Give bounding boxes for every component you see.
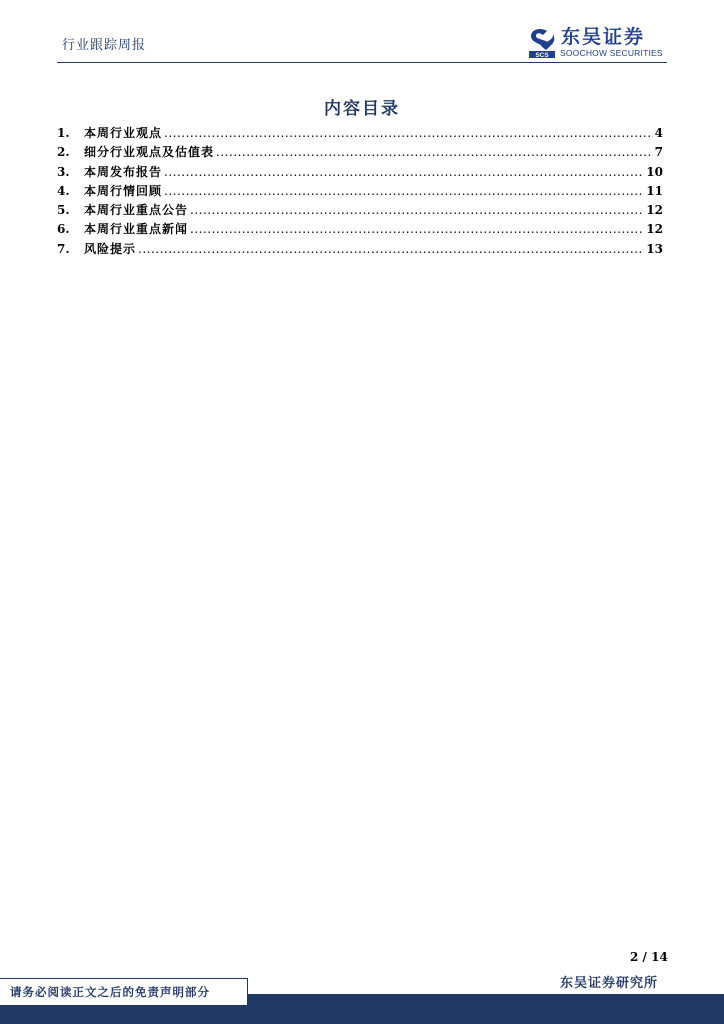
soochow-securities-logo <box>527 26 672 60</box>
toc-dot-leader <box>164 165 644 179</box>
table-of-contents <box>57 124 667 259</box>
toc-entry[interactable] <box>57 201 667 220</box>
toc-entry[interactable] <box>57 143 667 162</box>
toc-entry-number: 7. <box>57 241 70 256</box>
toc-dot-leader <box>216 145 653 159</box>
toc-entry[interactable] <box>57 163 667 182</box>
toc-entry-page: 12 <box>646 222 663 237</box>
toc-entry-number: 4. <box>57 183 70 198</box>
toc-entry-title: 本周行情回顾 <box>84 183 163 198</box>
toc-entry-title: 本周行业重点公告 <box>84 203 189 218</box>
toc-entry[interactable] <box>57 240 667 259</box>
toc-entry-page: 13 <box>646 241 663 256</box>
toc-entry-title: 细分行业观点及估值表 <box>84 145 215 160</box>
toc-entry[interactable] <box>57 182 667 201</box>
toc-dot-leader <box>190 203 644 217</box>
scs-logo-mark-icon <box>527 26 557 58</box>
toc-entry-page: 11 <box>646 183 663 198</box>
disclaimer-text: 请务必阅读正文之后的免责声明部分 <box>10 985 210 999</box>
toc-entry-title: 本周发布报告 <box>84 164 163 179</box>
disclaimer-tab <box>0 978 248 1005</box>
toc-entry-number: 5. <box>57 203 70 218</box>
toc-entry-page: 7 <box>654 145 663 160</box>
toc-entry-number: 1. <box>57 126 70 140</box>
toc-entry-number: 6. <box>57 222 70 237</box>
toc-dot-leader <box>164 184 644 198</box>
toc-entry[interactable] <box>57 220 667 239</box>
header-divider <box>57 62 667 63</box>
toc-entry-title: 本周行业重点新闻 <box>84 222 189 237</box>
toc-entry-title: 本周行业观点 <box>84 126 163 140</box>
logo-name-en: SOOCHOW SECURITIES <box>560 48 663 58</box>
toc-dot-leader <box>138 242 644 256</box>
toc-dot-leader <box>164 126 653 140</box>
report-type-label: 行业跟踪周报 <box>62 38 147 53</box>
toc-entry-title: 风险提示 <box>84 241 137 256</box>
toc-title: 内容目录 <box>324 99 400 119</box>
logo-mark-text: SCS <box>535 52 549 58</box>
toc-entry[interactable] <box>57 124 667 143</box>
toc-entry-number: 2. <box>57 145 70 160</box>
toc-entry-number: 3. <box>57 164 70 179</box>
toc-entry-page: 4 <box>654 126 663 140</box>
toc-entry-page: 12 <box>646 203 663 218</box>
logo-name-cn: 东吴证券 <box>561 26 646 48</box>
toc-dot-leader <box>190 222 644 236</box>
page-indicator: 2 / 14 <box>630 950 668 964</box>
footer-institute-name: 东吴证券研究所 <box>560 976 659 991</box>
toc-entry-page: 10 <box>646 164 663 179</box>
